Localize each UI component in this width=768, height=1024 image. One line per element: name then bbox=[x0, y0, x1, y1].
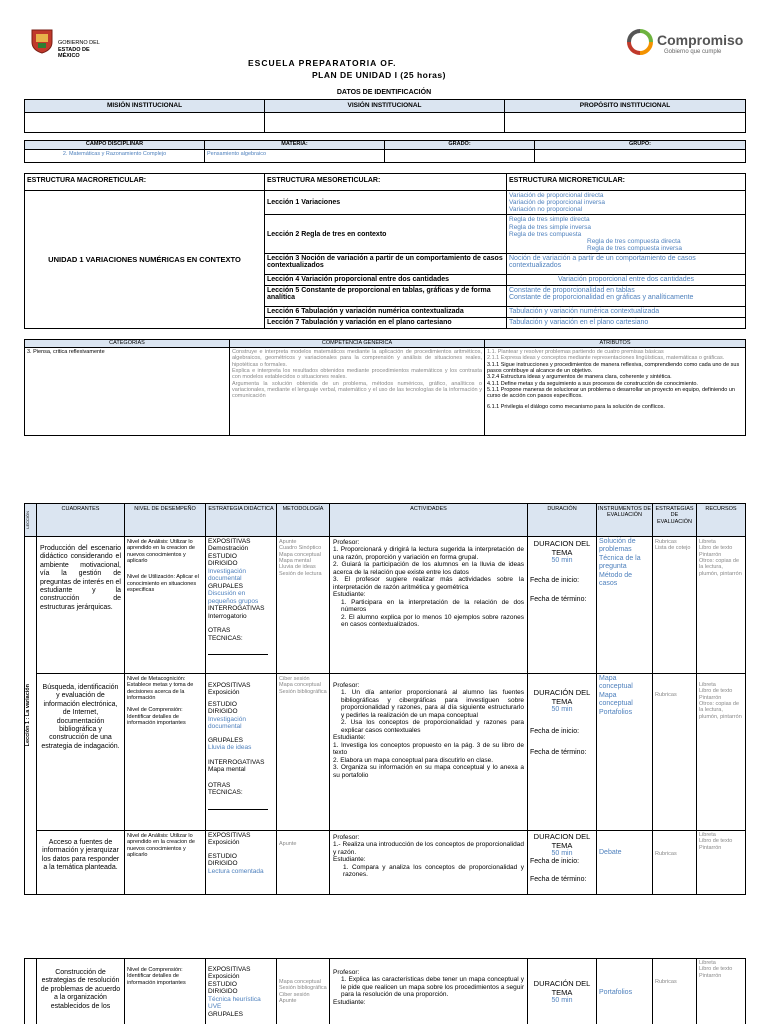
actividad-item: 2. El alumno explica por lo menos 10 ejemplos sobre razones en casos contextualizados. bbox=[341, 613, 524, 629]
macro-header: ESTRUCTURA MACRORETICULAR: bbox=[25, 174, 265, 191]
instrumento-item: Técnica de la pregunta bbox=[599, 554, 641, 571]
duracion-title: DURACION DEL TEMA bbox=[533, 832, 591, 850]
atributo-item: 1.1. Plantear y resolver problemas partiendo de cuatro premisas básicas bbox=[487, 349, 664, 355]
estrategia-eval-item: Rubricas bbox=[655, 979, 677, 985]
estrategia-item: Técnica heurística bbox=[208, 995, 261, 1003]
th-cuadrantes: CUADRANTES bbox=[37, 504, 125, 537]
competencias-table bbox=[24, 339, 746, 436]
brand-logo bbox=[626, 26, 746, 60]
table-row bbox=[25, 537, 746, 674]
meso-lesson-4: Lección 4 Variación proporcional entre dos cantidades bbox=[265, 275, 507, 286]
atributo-item: 5.1.1 Propone maneras de solucionar un problema o desarrollar un proyecto en equipo, definiendo un curso de acción con pasos específicos. bbox=[487, 386, 735, 400]
actividad-item: 1.- Realiza una introducción de los conceptos de proporcionalidad y razón. bbox=[333, 841, 524, 856]
actividades-cell bbox=[330, 537, 528, 674]
estrategia-item: EXPOSITIVAS bbox=[208, 832, 251, 839]
campo-value: 2. Matemáticas y Razonamiento Complejo bbox=[25, 150, 205, 163]
th-estrategias-eval: ESTRATEGIAS DE EVALUACIÓN bbox=[653, 504, 697, 537]
micro-item: Regla de tres compuesta inversa bbox=[587, 244, 683, 252]
micro-lesson-2 bbox=[507, 215, 746, 254]
grado-value[interactable] bbox=[385, 150, 535, 163]
instrumento-item: Mapa conceptual bbox=[599, 675, 633, 691]
instrumento-item: Método de casos bbox=[599, 571, 633, 587]
actividad-item: 2. Elabora un mapa conceptual para discutirlo en clase. bbox=[333, 756, 494, 764]
metodologia-item: Ciber sesión bbox=[279, 676, 310, 682]
swirl-logo-icon bbox=[626, 28, 654, 56]
categoria-value: 3. Piensa, critica reflexivamente bbox=[25, 348, 230, 436]
metodologia-item: Sesión bibliográfica bbox=[279, 688, 327, 695]
cuadrante-cell: Construcción de estrategias de resolución de problemas de acuerdo a la organización establecidos de los bbox=[37, 959, 125, 1024]
recurso-item: Libro de texto bbox=[699, 966, 733, 973]
profesor-label: Profesor: bbox=[333, 682, 360, 689]
meso-lesson-2: Lección 2 Regla de tres en contexto bbox=[265, 215, 507, 254]
estrategia-item: DIRIGIDO bbox=[208, 988, 238, 996]
fecha-termino[interactable]: Fecha de término: bbox=[530, 595, 587, 603]
nivel-item: Nivel de Metacognición: Establece metas y toma de decisiones acerca de la información bbox=[127, 676, 194, 701]
meso-lesson-1: Lección 1 Variaciones bbox=[265, 191, 507, 215]
th-actividades: ACTIVIDADES bbox=[330, 504, 528, 537]
estrategia-item: GRUPALES bbox=[208, 582, 243, 590]
th-nivel: NIVEL DE DESEMPEÑO bbox=[125, 504, 206, 537]
atributo-item: 4.1.1 Define metas y da seguimiento a sus procesos de construcción de conocimiento. bbox=[487, 380, 698, 387]
meso-lesson-7: Lección 7 Tabulación y variación en el plano cartesiano bbox=[265, 318, 507, 329]
recursos-cell bbox=[697, 537, 746, 674]
th-recursos: RECURSOS bbox=[697, 504, 746, 537]
estrategia-cell bbox=[206, 831, 277, 895]
actividad-item: 1. Proporcionará y dirigirá la lectura sugerida la interpretación de una razón, proporción y variación en forma grupal. bbox=[333, 546, 524, 561]
materia-value: Pensamiento algebraico bbox=[205, 150, 385, 163]
estudiante-label: Estudiante: bbox=[333, 734, 366, 742]
th-metodologia: METODOLOGÍA bbox=[277, 504, 330, 537]
atributo-item: 3.1.1 Sigue instrucciones y procedimientos de manera reflexiva, comprendiendo como cada uno de sus pasos contribuye al alcance de un objetivo. bbox=[487, 361, 740, 374]
mision-header: MISIÓN INSTITUCIONAL bbox=[25, 100, 265, 113]
micro-item: Regla de tres compuesta directa bbox=[587, 237, 681, 245]
duracion-cell bbox=[528, 959, 597, 1024]
table-row bbox=[25, 674, 746, 831]
nivel-cell bbox=[125, 537, 206, 674]
nivel-item: Nivel de Comprensión: Identificar detalles de información importantes bbox=[127, 707, 186, 726]
instrumento-item: Portafolios bbox=[599, 708, 633, 716]
micro-lesson-7: Tabulación y variación en el plano cartesiano bbox=[507, 318, 746, 329]
estrategia-item: INTERROGATIVAS bbox=[208, 758, 265, 766]
actividad-item: 1. Investiga los conceptos propuesto en la pág. 3 de su libro de texto bbox=[333, 741, 524, 757]
actividad-item: 1. Compara y analiza los conceptos de proporcionalidad y razones. bbox=[343, 863, 524, 879]
estrategias-eval-cell bbox=[653, 537, 697, 674]
brand-name: Compromiso bbox=[657, 32, 744, 48]
micro-item: Constante de proporcionalidad en gráficas y analíticamente bbox=[509, 294, 694, 302]
estrategias-eval-cell bbox=[653, 674, 697, 831]
estrategia-item: GRUPALES bbox=[208, 1010, 243, 1018]
fecha-inicio[interactable]: Fecha de inicio: bbox=[530, 858, 580, 866]
vision-header: VISIÓN INSTITUCIONAL bbox=[265, 100, 505, 113]
atributo-item: 3.2.4 Estructura ideas y argumentos de manera clara, coherente y sintética. bbox=[487, 374, 672, 381]
profesor-label: Profesor: bbox=[333, 834, 360, 841]
recurso-item: Otros: copias de la lectura, plumón, pintarrón bbox=[699, 700, 742, 720]
estrategia-item: Exposición bbox=[208, 689, 240, 697]
cuadrante-cell: Búsqueda, identificación y evaluación de información electrónica, de Internet, documentación bibliográfica y construcción de una estrategia de indagación. bbox=[37, 674, 125, 831]
estrategia-eval-item: Rubricas bbox=[655, 692, 677, 698]
instrumento-item: Mapa conceptual bbox=[599, 691, 633, 708]
atributos-value bbox=[485, 348, 746, 436]
cuadrante-cell: Producción del escenario didáctico considerando el ambiente motivacional, vía la gestión de preguntas de interés en el estudiante y la construcción de estructuras jerárquicas. bbox=[37, 537, 125, 674]
competencia-paragraph: Argumenta la solución obtenida de un problema, métodos numéricos, gráfico, analíticos o variacionales, mediante el lenguaje verbal, matemático y el uso de las tecnologías de la información y comunicación bbox=[232, 380, 482, 400]
micro-item: Regla de tres simple inversa bbox=[509, 223, 592, 231]
categorias-header: CATEGORIAS bbox=[25, 340, 230, 348]
metodologia-item: Mapa conceptual bbox=[279, 551, 321, 558]
nivel-item: Nivel de Análisis: Utilizar lo aprendido en la creacion de nuevos conocimientos y aplicarlo bbox=[127, 539, 195, 564]
duracion-title: DURACIÓN DEL TEMA bbox=[533, 688, 591, 706]
micro-header: ESTRUCTURA MICRORETICULAR: bbox=[507, 174, 746, 191]
cuadrante-cell: Acceso a fuentes de información y jerarquizar los datos para responder a la temática planteada. bbox=[37, 831, 125, 895]
estrategia-item: Discusión en pequeños grupos bbox=[208, 590, 259, 605]
estrategia-item: TECNICAS: bbox=[208, 634, 243, 642]
micro-item: Variación de proporcional inversa bbox=[509, 199, 605, 207]
duracion-min: 50 min bbox=[551, 997, 573, 1004]
estrategia-item: ESTUDIO bbox=[208, 700, 237, 708]
estrategias-eval-cell bbox=[653, 831, 697, 895]
recursos-cell bbox=[697, 959, 746, 1024]
metodologia-cell bbox=[277, 537, 330, 674]
estudiante-label: Estudiante: bbox=[333, 856, 366, 864]
th-leccion-text: LECCIÓN bbox=[25, 511, 30, 529]
profesor-label: Profesor: bbox=[333, 969, 360, 976]
gov-logo bbox=[30, 28, 110, 60]
metodologia-item: Apunte bbox=[279, 997, 297, 1004]
estrategia-item: ESTUDIO bbox=[208, 852, 237, 860]
actividad-item: 1. Explica las características debe tener un mapa conceptual y le pide que realicen un mapa sobre los procedimientos a seguir para la resolución de una proporción. bbox=[341, 976, 524, 999]
nivel-cell bbox=[125, 674, 206, 831]
fecha-inicio[interactable]: Fecha de inicio: bbox=[530, 577, 580, 585]
estrategia-item: OTRAS bbox=[208, 781, 231, 789]
recurso-item: Otros: copias de la lectura, plumón, pintarrón bbox=[699, 557, 742, 577]
micro-lesson-6: Tabulación y variación numérica contextualizada bbox=[507, 307, 746, 318]
otras-tecnicas-line[interactable] bbox=[208, 654, 268, 655]
estrategia-item: Mapa mental bbox=[208, 766, 246, 774]
estrategias-eval-cell bbox=[653, 959, 697, 1024]
grupo-header: GRUPO: bbox=[535, 141, 746, 150]
section-title: DATOS DE IDENTIFICACIÓN bbox=[336, 89, 432, 96]
campo-table bbox=[24, 140, 746, 163]
micro-item: Regla de tres compuesta bbox=[509, 230, 582, 238]
otras-tecnicas-line[interactable] bbox=[208, 809, 268, 810]
recurso-item: Libro de texto bbox=[699, 545, 733, 552]
meso-header: ESTRUCTURA MESORETICULAR: bbox=[265, 174, 507, 191]
recurso-item: Pintarrón bbox=[699, 844, 722, 851]
estrategia-item: EXPOSITIVAS bbox=[208, 966, 251, 973]
estrategia-cell bbox=[206, 537, 277, 674]
micro-lesson-1 bbox=[507, 191, 746, 215]
estrategia-cell bbox=[206, 674, 277, 831]
th-estrategia: ESTRATEGIA DIDÁCTICA bbox=[206, 504, 277, 537]
duracion-cell bbox=[528, 537, 597, 674]
competencia-paragraph: Explica e interpreta los resultados obtenidos mediante procedimientos matemáticos y los contrasta con modelos establecidos o situaciones reales. bbox=[232, 367, 482, 381]
metodologia-item: Cuadro Sinóptico bbox=[279, 545, 322, 552]
recurso-item: Libreta bbox=[699, 682, 716, 688]
actividades-cell bbox=[330, 959, 528, 1024]
estrategia-item: Investigación documental bbox=[208, 715, 246, 731]
metodologia-item: Mapa conceptual bbox=[279, 682, 321, 689]
nivel-item: Nivel de Utilización: Aplicar el conocimiento en situaciones especificas bbox=[127, 574, 199, 593]
estrategia-item: EXPOSITIVAS bbox=[208, 538, 251, 545]
profesor-label: Profesor: bbox=[333, 539, 360, 546]
instrumento-item: Portafolios bbox=[599, 989, 633, 996]
estrategia-item: ESTUDIO bbox=[208, 980, 237, 988]
estrategia-eval-item: Rubricas bbox=[655, 851, 677, 857]
estudiante-label: Estudiante: bbox=[333, 998, 366, 1006]
estrategia-item: GRUPALES bbox=[208, 736, 243, 744]
proposito-header: PROPÓSITO INSTITUCIONAL bbox=[505, 100, 746, 113]
metodologia-item: Apunte bbox=[279, 539, 297, 545]
brand-tagline: Gobierno que cumple bbox=[664, 49, 722, 55]
gov-name-line2: ESTADO DE MÉXICO bbox=[58, 46, 90, 60]
th-leccion bbox=[25, 504, 37, 537]
metodologia-item: Sesión bibliográfica bbox=[279, 985, 327, 992]
estrategia-item: Exposición bbox=[208, 973, 240, 981]
competencia-value bbox=[230, 348, 485, 436]
actividades-cell bbox=[330, 831, 528, 895]
metodologia-cell bbox=[277, 831, 330, 895]
actividad-item: 3. El profesor sugiere realizar más actividades sobre la interpretación de razón aritmética y geométrica bbox=[333, 576, 524, 591]
estrategia-item: Demostración bbox=[208, 545, 249, 553]
plan-title: PLAN DE UNIDAD I (25 horas) bbox=[312, 70, 446, 80]
estrategia-item: Lluvia de ideas bbox=[208, 744, 252, 752]
competencia-paragraph: Construye e interpreta modelos matemáticos mediante la aplicación de procedimientos aritméticos, algebraicos, geométricos y variacionales para la comprensión y análisis de situaciones reales, hipotéticas o formales. bbox=[232, 349, 482, 368]
micro-item: Regla de tres simple directa bbox=[509, 216, 590, 224]
recurso-item: Pintarrón bbox=[699, 972, 722, 979]
recurso-item: Libreta bbox=[699, 960, 716, 966]
micro-lesson-5 bbox=[507, 286, 746, 307]
metodologia-item: Lluvia de ideas bbox=[279, 564, 316, 571]
state-seal-icon bbox=[30, 28, 54, 54]
nivel-cell: Nivel de Comprensión: Identificar detalles de información importantes bbox=[125, 959, 206, 1024]
estrategia-item: DIRIGIDO bbox=[208, 560, 238, 568]
meso-lesson-3: Lección 3 Noción de variación a partir de un comportamiento de casos contextualizados bbox=[265, 254, 507, 275]
micro-item: Variación de proporcional directa bbox=[509, 192, 604, 199]
metodologia-cell bbox=[277, 959, 330, 1024]
recurso-item: Libro de texto bbox=[699, 688, 733, 695]
campo-header: CAMPO DISCIPLINAR bbox=[25, 141, 205, 150]
gov-name-line1: GOBIERNO DEL bbox=[58, 40, 100, 46]
plan-table-continued bbox=[24, 958, 746, 1024]
unidad-title: UNIDAD 1 VARIACIONES NUMÉRICAS EN CONTEXTO bbox=[48, 255, 241, 265]
metodologia-cell bbox=[277, 674, 330, 831]
leccion-label: Lección 1 : La variación bbox=[25, 684, 31, 747]
estructura-table bbox=[24, 173, 746, 329]
estrategia-item: DIRIGIDO bbox=[208, 708, 238, 716]
instrumentos-cell bbox=[597, 831, 653, 895]
actividad-item: 2. Usa los conceptos de proporcionalidad y razones para explicar casos contextuales bbox=[341, 719, 524, 734]
meso-lesson-6: Lección 6 Tabulación y variación numérica contextualizada bbox=[265, 307, 507, 318]
instrumentos-cell bbox=[597, 959, 653, 1024]
instrumento-item: Solución de problemas bbox=[599, 538, 636, 554]
estudiante-label: Estudiante: bbox=[333, 591, 366, 599]
metodologia-item: Mapa conceptual bbox=[279, 979, 321, 985]
vision-value[interactable] bbox=[265, 113, 505, 133]
unidad-cell bbox=[25, 191, 265, 329]
recurso-item: Libro de texto bbox=[699, 838, 733, 845]
duracion-title: DURACION DEL TEMA bbox=[533, 539, 591, 557]
mision-value[interactable] bbox=[25, 113, 265, 133]
estrategia-eval-item: Rubricas bbox=[655, 539, 677, 545]
atributo-item: 6.1.1 Privilegia el diálogo como mecanismo para la solución de conflicos. bbox=[487, 403, 665, 410]
estrategia-item: OTRAS bbox=[208, 627, 231, 635]
fecha-termino[interactable]: Fecha de término: bbox=[530, 748, 587, 756]
estrategia-cell bbox=[206, 959, 277, 1024]
proposito-value[interactable] bbox=[505, 113, 746, 133]
actividad-item: 2. Guiará la participación de los alumnos en la lluvia de ideas acerca de la relación que existe entre los datos bbox=[333, 561, 524, 576]
duracion-cell bbox=[528, 674, 597, 831]
estrategia-item: ESTUDIO bbox=[208, 552, 237, 560]
atributos-header: ATRIBUTOS bbox=[485, 340, 746, 348]
recurso-item: Pintarrón bbox=[699, 551, 722, 558]
estrategia-item: TECNICAS: bbox=[208, 789, 243, 797]
recursos-cell bbox=[697, 674, 746, 831]
table-row bbox=[25, 831, 746, 895]
fecha-inicio[interactable]: Fecha de inicio: bbox=[530, 728, 580, 736]
estrategia-item: Lectura comentada bbox=[208, 867, 264, 875]
duracion-min: 50 min bbox=[551, 850, 573, 857]
estrategia-item: UVE bbox=[208, 1003, 222, 1011]
actividad-item: 3. Organiza su información en su mapa conceptual y lo anexa a su portafolio bbox=[333, 764, 524, 779]
duracion-cell bbox=[528, 831, 597, 895]
competencia-header: COMPETENCIA GENERICA bbox=[230, 340, 485, 348]
th-instrumentos: INSTRUMENTOS DE EVALUACIÓN bbox=[597, 504, 653, 537]
metodologia-item: Ciber sesión bbox=[279, 991, 310, 998]
estrategia-item: Interrogatorio bbox=[208, 612, 247, 620]
plan-table bbox=[24, 503, 746, 895]
recursos-cell bbox=[697, 831, 746, 895]
micro-lesson-4: Variación proporcional entre dos cantidades bbox=[507, 275, 746, 286]
instrumentos-cell bbox=[597, 537, 653, 674]
micro-lesson-3: Noción de variación a partir de un comportamiento de casos contextualizados bbox=[507, 254, 746, 275]
recurso-item: Libreta bbox=[699, 832, 716, 838]
nivel-cell: Nivel de Análisis: Utilizar lo aprendido en la creacion de nuevos conocimientos y aplicarlo bbox=[125, 831, 206, 895]
duracion-min: 50 min bbox=[551, 557, 573, 564]
duracion-min: 50 min bbox=[551, 706, 573, 713]
metodologia-item: Apunte bbox=[279, 841, 297, 847]
estrategia-item: DIRIGIDO bbox=[208, 860, 238, 868]
actividad-item: 1. Participara en la interpretación de la relación de dos números bbox=[341, 598, 524, 614]
fecha-termino[interactable]: Fecha de término: bbox=[530, 875, 587, 883]
instrumento-item: Debate bbox=[599, 849, 622, 856]
mission-table bbox=[24, 99, 746, 133]
estrategia-eval-item: Lista de cotejo bbox=[655, 545, 691, 552]
estrategia-item: EXPOSITIVAS bbox=[208, 682, 251, 689]
table-row bbox=[25, 959, 746, 1024]
recurso-item: Libreta bbox=[699, 539, 716, 545]
instrumentos-cell bbox=[597, 674, 653, 831]
leccion-cell bbox=[25, 537, 37, 895]
recurso-item: Pintarrón bbox=[699, 694, 722, 701]
actividad-item: 1. Un día anterior proporcionará al alumno las fuentes bibliográficas y cibergráficas para investiguen sobre proporcionalidad y razones, para al día siguiente estructurarlo y pedirles la realización de un mapa conceptual bbox=[341, 689, 524, 719]
meso-lesson-5: Lección 5 Constante de proporcional en tablas, gráficas y de forma analítica bbox=[265, 286, 507, 307]
duracion-title: DURACIÓN DEL TEMA bbox=[533, 979, 591, 997]
actividades-cell bbox=[330, 674, 528, 831]
atributo-item: 2.1.1 Expresa ideas y conceptos mediante representaciones lingüísticas, matemáticas o gráficas. bbox=[487, 355, 725, 362]
micro-item: Variación no proporcional bbox=[509, 206, 583, 214]
estrategia-item: Exposición bbox=[208, 839, 240, 847]
leccion-cell bbox=[25, 959, 37, 1024]
micro-item: Constante de proporcionalidad en tablas bbox=[509, 287, 635, 295]
materia-header: MATERIA: bbox=[205, 141, 385, 150]
grupo-value[interactable] bbox=[535, 150, 746, 163]
school-title: ESCUELA PREPARATORIA OF. bbox=[248, 58, 397, 68]
estrategia-item: Investigación documental bbox=[208, 567, 246, 583]
th-duracion: DURACIÓN bbox=[528, 504, 597, 537]
metodologia-item: Sesión de lectura bbox=[279, 570, 322, 577]
grado-header: GRADO: bbox=[385, 141, 535, 150]
metodologia-item: Mapa mental bbox=[279, 557, 311, 564]
estrategia-item: INTERROGATIVAS bbox=[208, 605, 265, 613]
